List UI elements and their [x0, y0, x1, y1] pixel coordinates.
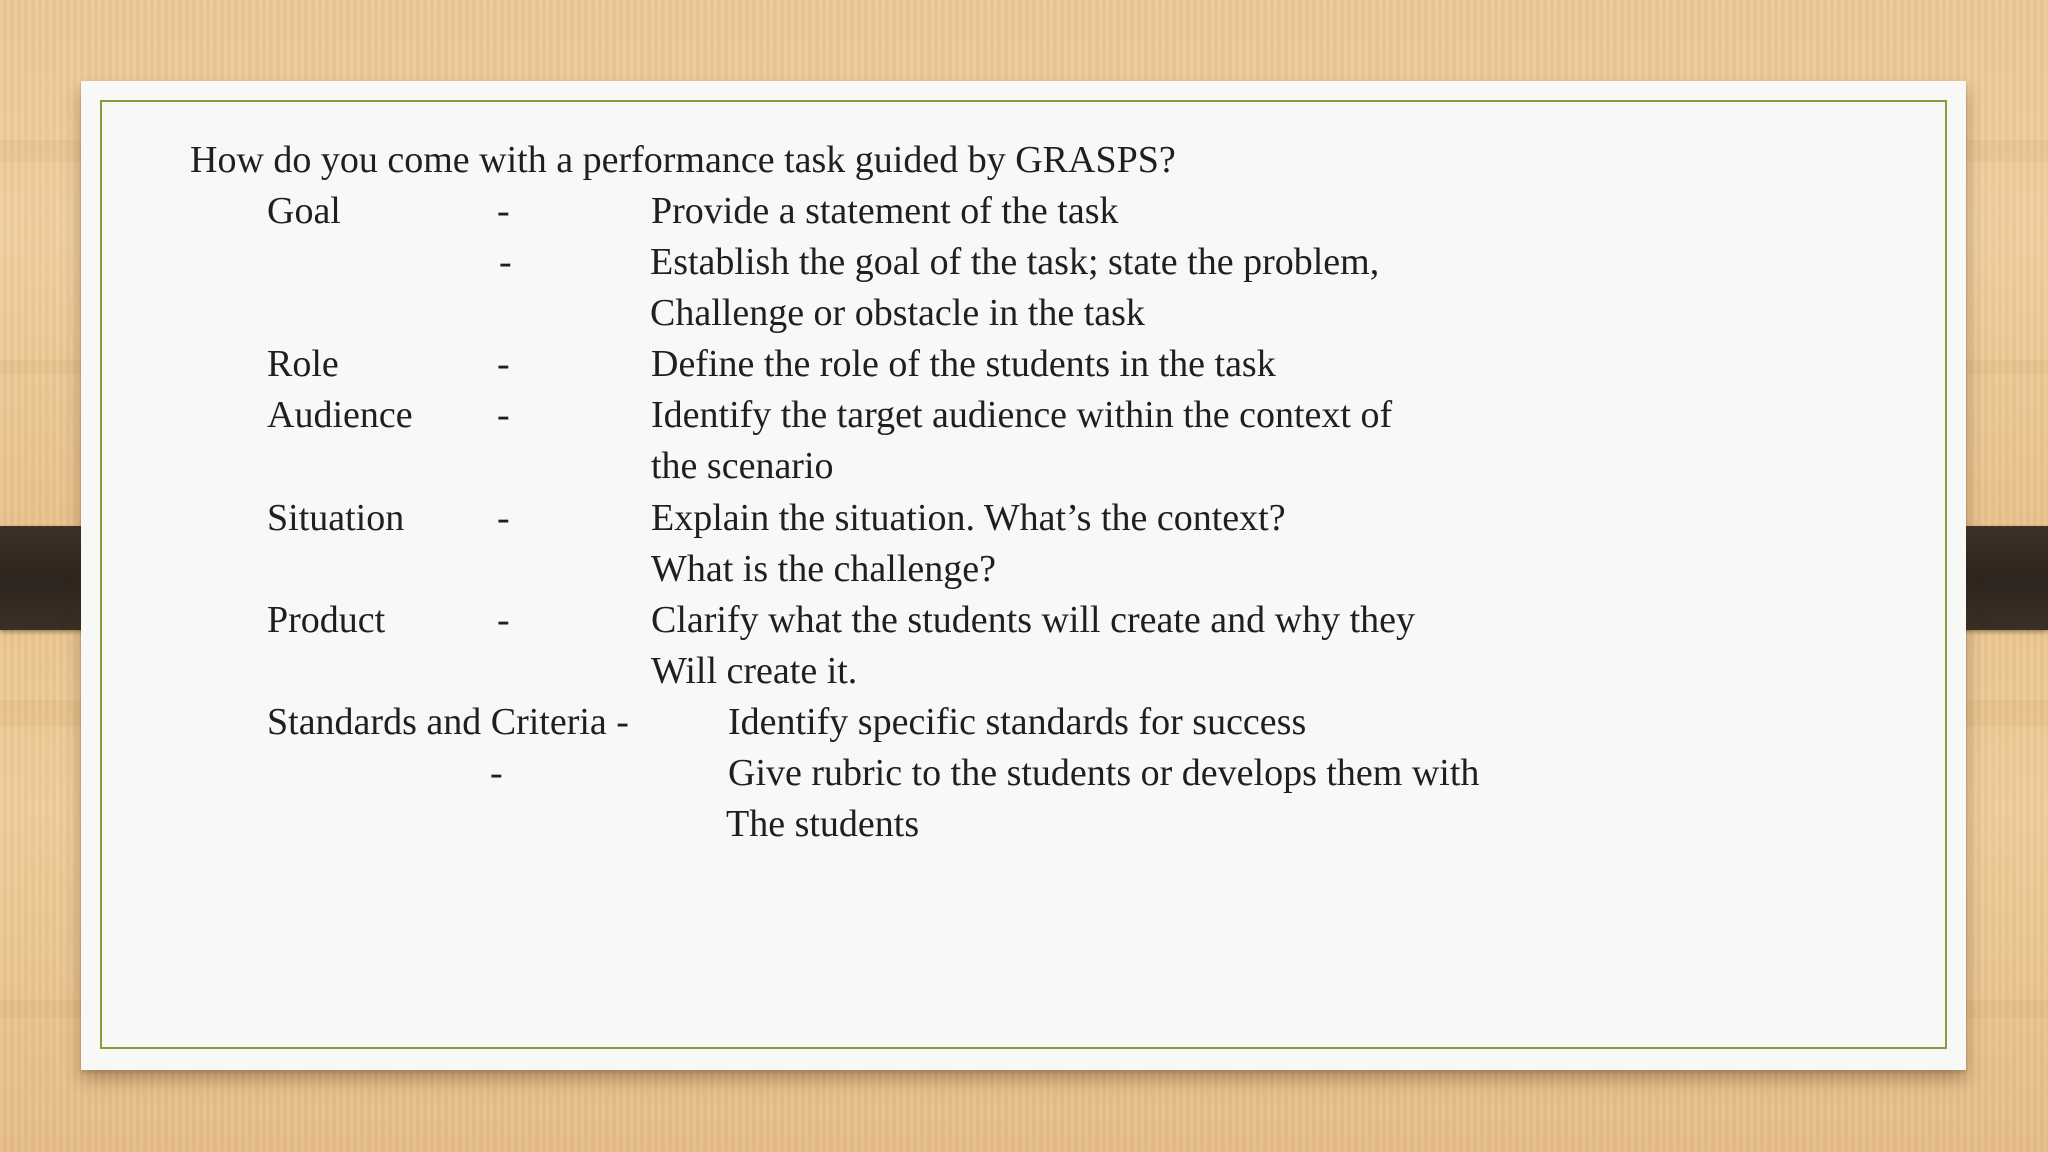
slide-title: How do you come with a performance task guided by GRASPS?	[190, 139, 1176, 181]
goal-dash: -	[497, 190, 510, 232]
goal-dash-2: -	[499, 241, 512, 283]
situation-label: Situation	[267, 497, 405, 539]
goal-line-2: Establish the goal of the task; state the problem,	[650, 241, 1380, 283]
product-label: Product	[267, 599, 386, 641]
role-dash: -	[497, 343, 510, 385]
audience-label: Audience	[267, 394, 413, 436]
goal-line-1: Provide a statement of the task	[651, 190, 1119, 232]
role-line-1: Define the role of the students in the task	[651, 343, 1276, 385]
situation-line-1: Explain the situation. What’s the context?	[651, 497, 1286, 539]
goal-line-3: Challenge or obstacle in the task	[650, 292, 1145, 334]
product-dash: -	[497, 599, 510, 641]
situation-line-2: What is the challenge?	[651, 548, 997, 590]
audience-line-2: the scenario	[651, 445, 834, 487]
standards-line-3: The students	[726, 803, 920, 845]
goal-label: Goal	[267, 190, 341, 232]
standards-line-2: Give rubric to the students or develops them with	[728, 752, 1480, 794]
audience-line-1: Identify the target audience within the context of	[651, 394, 1393, 436]
role-label: Role	[267, 343, 339, 385]
standards-label: Standards and Criteria -	[267, 701, 629, 743]
product-line-2: Will create it.	[651, 650, 858, 692]
standards-line-1: Identify specific standards for success	[728, 701, 1307, 743]
product-line-1: Clarify what the students will create and why they	[651, 599, 1416, 641]
audience-dash: -	[497, 394, 510, 436]
standards-dash-2: -	[490, 752, 503, 794]
situation-dash: -	[497, 497, 510, 539]
